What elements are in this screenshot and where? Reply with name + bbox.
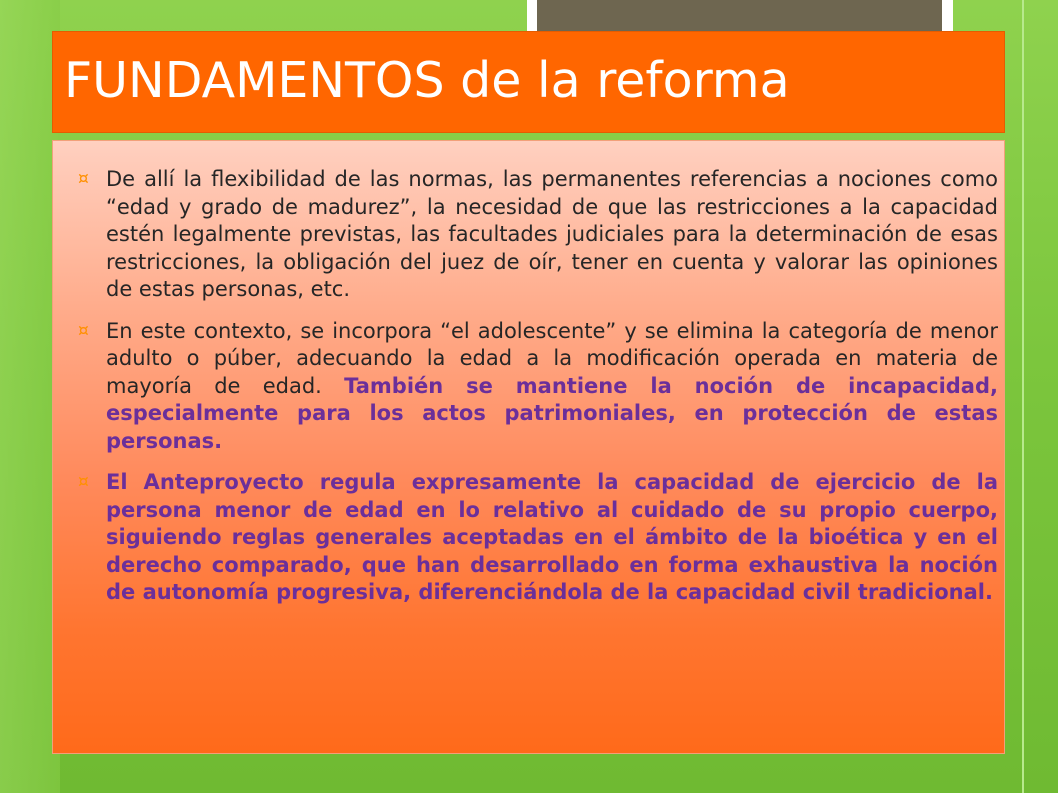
bullet-marker-icon: ¤ xyxy=(78,320,89,341)
bullet-item xyxy=(78,469,998,607)
bullet-item xyxy=(78,166,998,304)
slide-title: FUNDAMENTOS de la reforma xyxy=(64,52,790,109)
background-stripe xyxy=(0,0,60,793)
bullet-emphasis-text: El Anteproyecto regula expresamente la capacidad de ejercicio de la persona menor de edad en lo relativo al cuidado de su propio cuerpo, siguiendo reglas generales aceptadas en el ámbito de la bioética y en el derecho comparado, que han desarrollado en forma exhaustiva la noción de autonomía progresiva, diferenciándola de la capacidad civil tradicional. xyxy=(106,470,998,604)
right-decoration-line xyxy=(1022,0,1024,793)
bullet-text: De allí la flexibilidad de las normas, las permanentes referencias a nociones como “edad y grado de madurez”, la necesidad de que las restricciones a la capacidad estén legalmente previstas, las facultades judiciales para la determinación de esas restricciones, la obligación del juez de oír, tener en cuenta y valorar las opiniones de estas personas, etc. xyxy=(106,167,998,301)
bullet-marker-icon: ¤ xyxy=(78,472,89,492)
bullet-item xyxy=(78,318,998,456)
bullet-text: En este contexto, se incorpora “el adolescente” y se elimina la categoría de menor adulto o púber, adecuando la edad a la modificación operada en materia de mayoría de edad. xyxy=(106,318,998,398)
bullet-list xyxy=(78,166,998,621)
top-decoration-inner xyxy=(537,0,942,32)
bullet-emphasis-text: También se mantiene la noción de incapacidad, especialmente para los actos patrimoniales, en protección de estas personas. xyxy=(106,373,998,453)
bullet-marker-icon: ¤ xyxy=(78,169,89,189)
